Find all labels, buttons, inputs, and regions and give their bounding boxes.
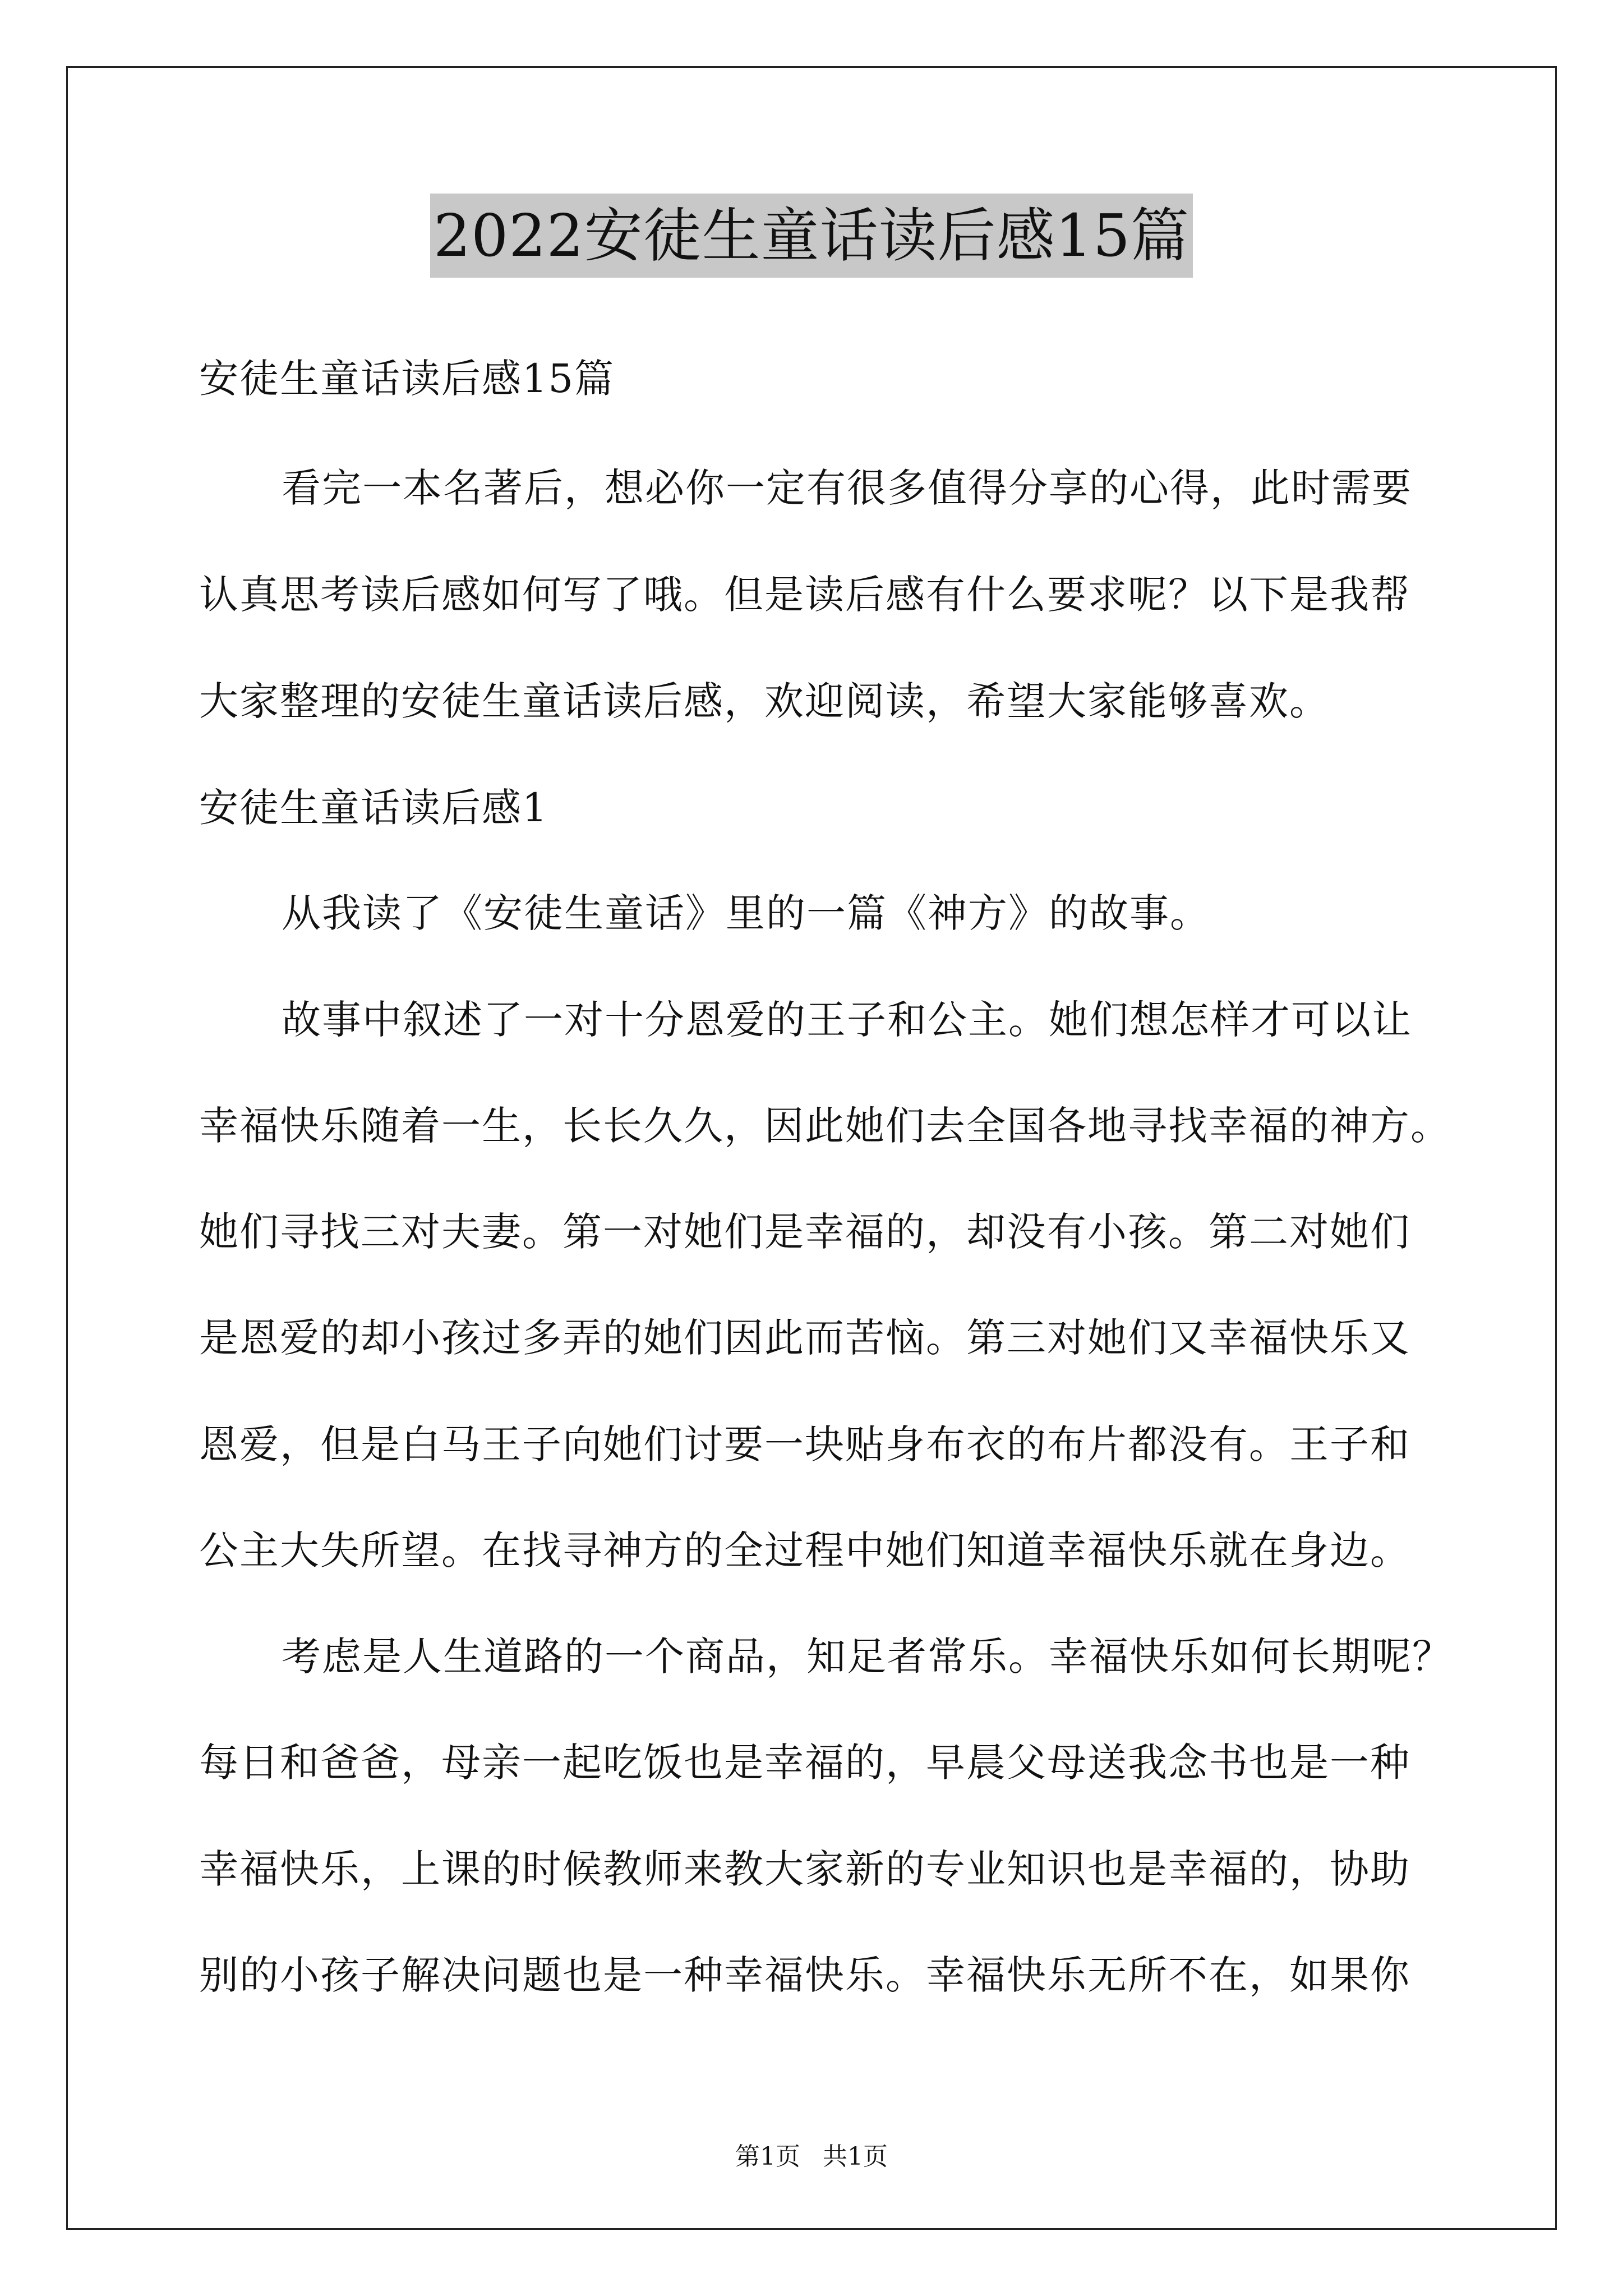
- subtitle-line: 安徒生童话读后感15篇: [199, 356, 615, 402]
- page-number: 第1页: [735, 2142, 800, 2171]
- text-line: 公主大失所望。在找寻神方的全过程中她们知道幸福快乐就在身边。: [199, 1527, 1410, 1573]
- document-title: [0, 194, 1623, 278]
- text-line: 大家整理的安徒生童话读后感，欢迎阅读，希望大家能够喜欢。: [199, 678, 1330, 724]
- text-line: 是恩爱的却小孩过多弄的她们因此而苦恼。第三对她们又幸福快乐又: [199, 1315, 1410, 1361]
- page-footer: [0, 2140, 1623, 2174]
- text-line: 别的小孩子解决问题也是一种幸福快乐。幸福快乐无所不在，如果你: [199, 1952, 1410, 1998]
- text-line: 幸福快乐，上课的时候教师来教大家新的专业知识也是幸福的，协助: [199, 1846, 1410, 1892]
- document-title-text: 2022安徒生童话读后感15篇: [430, 194, 1193, 278]
- text-line: 她们寻找三对夫妻。第一对她们是幸福的，却没有小孩。第二对她们: [199, 1209, 1410, 1255]
- text-line: 幸福快乐随着一生，长长久久，因此她们去全国各地寻找幸福的神方。: [199, 1103, 1451, 1149]
- section-heading: 安徒生童话读后感1: [199, 785, 548, 831]
- text-line: 故事中叙述了一对十分恩爱的王子和公主。她们想怎样才可以让: [282, 997, 1412, 1043]
- text-line: 看完一本名著后，想必你一定有很多值得分享的心得，此时需要: [282, 465, 1412, 511]
- page-total: 共1页: [823, 2142, 888, 2171]
- text-line: 考虑是人生道路的一个商品，知足者常乐。幸福快乐如何长期呢？: [282, 1634, 1453, 1680]
- text-line: 认真思考读后感如何写了哦。但是读后感有什么要求呢？以下是我帮: [199, 572, 1410, 618]
- text-line: 从我读了《安徒生童话》里的一篇《神方》的故事。: [282, 890, 1210, 936]
- text-line: 恩爱，但是白马王子向她们讨要一块贴身布衣的布片都没有。王子和: [199, 1421, 1410, 1467]
- text-line: 每日和爸爸，母亲一起吃饭也是幸福的，早晨父母送我念书也是一种: [199, 1740, 1410, 1786]
